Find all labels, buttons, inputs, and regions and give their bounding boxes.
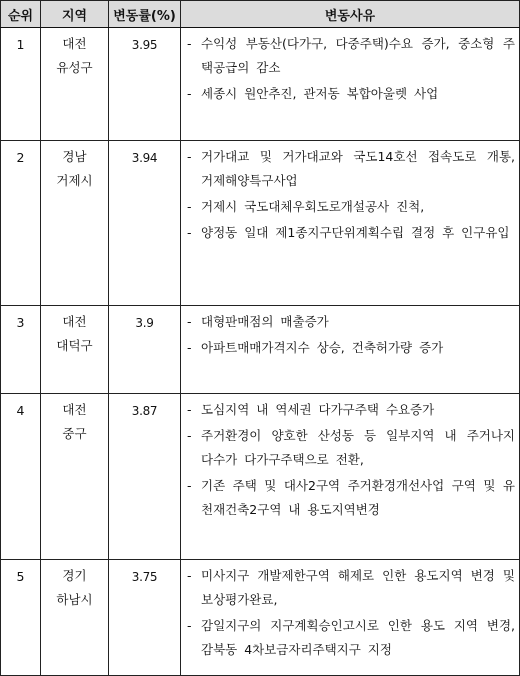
reason-item	[185, 195, 515, 219]
region-district: 중구	[62, 426, 87, 441]
reason-text: 거가대교 및 거가대교와 국도14호선 접속도로 개통, 거제해양특구사업	[201, 149, 515, 188]
dash-bullet: -	[187, 568, 192, 583]
region-province: 대전	[62, 36, 87, 51]
reason-text: 미사지구 개발제한구역 해제로 인한 용도지역 변경 및 보상평가완료,	[201, 568, 515, 607]
header-rate: 변동률(%)	[109, 1, 181, 28]
reason-text: 양정동 일대 제1종지구단위계획수립 결정 후 인구유입	[201, 225, 510, 240]
reason-item	[185, 474, 515, 522]
dash-bullet: -	[187, 149, 192, 164]
reason-item	[185, 336, 515, 360]
reason-text: 거제시 국도대체우회도로개설공사 진척,	[201, 199, 425, 214]
reasons-cell	[181, 394, 520, 560]
dash-bullet: -	[187, 402, 192, 417]
rank-cell: 3	[1, 306, 41, 394]
dash-bullet: -	[187, 225, 192, 240]
table-row	[1, 560, 520, 676]
rate-cell: 3.87	[109, 394, 181, 560]
dash-bullet: -	[187, 199, 192, 214]
header-region: 지역	[41, 1, 109, 28]
region-cell	[41, 306, 109, 394]
reason-text: 대형판매점의 매출증가	[201, 314, 329, 329]
reason-text: 주거환경이 양호한 산성동 등 일부지역 내 주거나지 다수가 다가구주택으로 전환,	[201, 428, 515, 467]
region-province: 경기	[62, 568, 87, 583]
reasons-cell	[181, 306, 520, 394]
reasons-cell	[181, 141, 520, 306]
reason-item	[185, 221, 515, 245]
region-district: 유성구	[56, 60, 93, 75]
reason-item	[185, 614, 515, 662]
dash-bullet: -	[187, 428, 192, 443]
table-row	[1, 141, 520, 306]
reason-item	[185, 32, 515, 80]
region-district: 하남시	[56, 592, 93, 607]
dash-bullet: -	[187, 618, 192, 633]
table-row	[1, 306, 520, 394]
reason-item	[185, 564, 515, 612]
dash-bullet: -	[187, 314, 192, 329]
reason-item	[185, 310, 515, 334]
rank-cell: 1	[1, 28, 41, 141]
rank-cell: 2	[1, 141, 41, 306]
table-row	[1, 394, 520, 560]
region-cell	[41, 560, 109, 676]
region-district: 대덕구	[56, 338, 93, 353]
reason-text: 수익성 부동산(다가구, 다중주택)수요 증가, 중소형 주택공급의 감소	[201, 36, 515, 75]
reasons-cell	[181, 28, 520, 141]
region-province: 대전	[62, 402, 87, 417]
dash-bullet: -	[187, 340, 192, 355]
reason-text: 아파트매매가격지수 상승, 건축허가량 증가	[201, 340, 444, 355]
reason-item	[185, 82, 515, 106]
rank-cell: 4	[1, 394, 41, 560]
dash-bullet: -	[187, 478, 192, 493]
rate-cell: 3.94	[109, 141, 181, 306]
region-cell	[41, 28, 109, 141]
reason-text: 감일지구의 지구계획승인고시로 인한 용도 지역 변경, 감북동 4차보금자리주택지구 지정	[201, 618, 515, 657]
rate-cell: 3.95	[109, 28, 181, 141]
header-rank: 순위	[1, 1, 41, 28]
header-reason: 변동사유	[181, 1, 520, 28]
table-header-row	[1, 1, 520, 28]
region-cell	[41, 141, 109, 306]
dash-bullet: -	[187, 86, 192, 101]
table-row	[1, 28, 520, 141]
rank-cell: 5	[1, 560, 41, 676]
reason-text: 도심지역 내 역세권 다가구주택 수요증가	[201, 402, 435, 417]
reason-item	[185, 398, 515, 422]
region-district: 거제시	[56, 173, 93, 188]
reasons-cell	[181, 560, 520, 676]
region-province: 경남	[62, 149, 87, 164]
reason-item	[185, 145, 515, 193]
rate-cell: 3.75	[109, 560, 181, 676]
reason-text: 세종시 원안추진, 관저동 복합아울렛 사업	[201, 86, 439, 101]
region-province: 대전	[62, 314, 87, 329]
region-cell	[41, 394, 109, 560]
reason-item	[185, 424, 515, 472]
dash-bullet: -	[187, 36, 192, 51]
reason-text: 기존 주택 및 대사2구역 주거환경개선사업 구역 및 유천재건축2구역 내 용도지역변경	[201, 478, 515, 517]
rate-cell: 3.9	[109, 306, 181, 394]
